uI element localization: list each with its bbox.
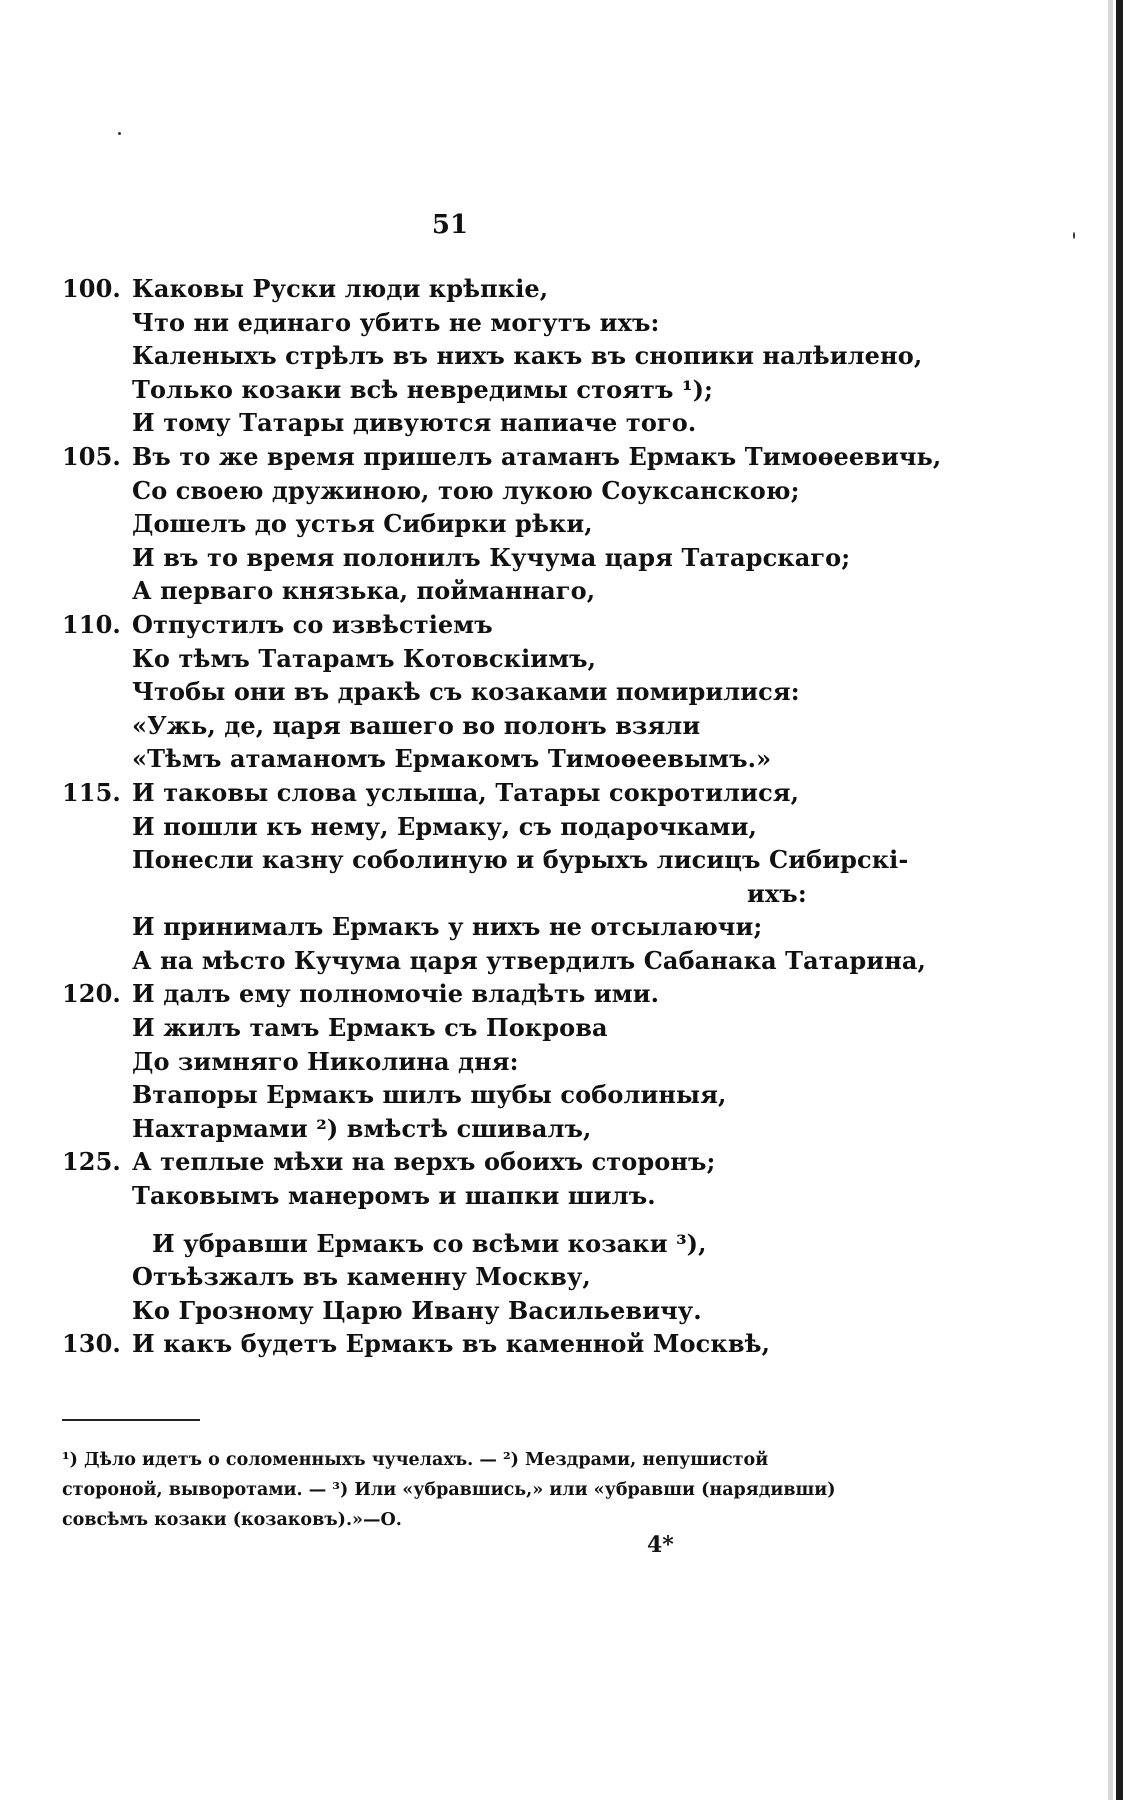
footnote-rule xyxy=(62,1419,200,1421)
verse-text: А теплые мѣхи на верхъ обоихъ сторонъ; xyxy=(132,1147,716,1177)
verse-number: 105. xyxy=(62,441,121,471)
verse-text: Каковы Руски люди крѣпкіе, xyxy=(132,274,549,303)
verse-line xyxy=(62,339,1082,373)
verse-text: «Ужь, де, царя вашего во полонъ взяли xyxy=(132,710,701,740)
verse-line xyxy=(62,1112,1082,1146)
verse-line xyxy=(62,1227,1082,1261)
verse-line xyxy=(62,1011,1082,1045)
verse-line xyxy=(62,507,1082,541)
verse-text: Понесли казну соболиную и бурыхъ лисицъ Сибирскі- xyxy=(132,845,909,875)
page-edge-line xyxy=(1116,0,1123,1800)
verse-line xyxy=(62,877,1082,911)
verse-line xyxy=(62,608,1082,642)
speck xyxy=(1073,232,1075,239)
footnote-line: стороной, выворотами. — ³) Или «убравшись,» или «убравши (нарядивши) xyxy=(62,1480,836,1500)
verse-text: И пошли къ нему, Ермаку, съ подарочками, xyxy=(132,811,757,841)
verse-text: И какъ будетъ Ермакъ въ каменной Москвѣ, xyxy=(132,1329,771,1359)
verse-text: Отъѣзжалъ въ каменну Москву, xyxy=(132,1262,591,1292)
verse-text: Что ни единаго убить не могутъ ихъ: xyxy=(132,307,660,337)
verse-line xyxy=(62,1294,1082,1328)
verse-text: Нахтармами ²) вмѣстѣ сшивалъ, xyxy=(132,1113,592,1143)
verse-text: И далъ ему полномочіе владѣть ими. xyxy=(132,979,660,1009)
verse-text: Втапоры Ермакъ шилъ шубы соболиныя, xyxy=(132,1080,727,1110)
verse-number: 120. xyxy=(62,979,121,1009)
verse-line xyxy=(62,742,1082,776)
page-edge-shadow xyxy=(1108,0,1113,1800)
verse-text: А перваго князька, пойманнаго, xyxy=(132,576,596,606)
footnote-line: ¹) Дѣло идетъ о соломенныхъ чучелахъ. — ²) Мездрами, непушистой xyxy=(62,1450,769,1470)
verse-number: 110. xyxy=(62,609,121,639)
verse-text: И въ то время полонилъ Кучума царя Татарскаго; xyxy=(132,542,851,572)
verse-text: Ко тѣмъ Татарамъ Котовскіимъ, xyxy=(132,643,597,673)
verse-text: И принималъ Ермакъ у нихъ не отсылаючи; xyxy=(132,912,763,942)
verse-line xyxy=(62,1327,1082,1361)
verse-text: Только козаки всѣ невредимы стоятъ ¹); xyxy=(132,374,713,404)
verse-line xyxy=(62,406,1082,440)
verse-text: И убравши Ермакъ со всѣми козаки ³), xyxy=(152,1228,707,1258)
verse-text: А на мѣсто Кучума царя утвердилъ Сабанака Татарина, xyxy=(132,945,926,975)
verse-line xyxy=(62,272,1082,306)
verse-line xyxy=(62,373,1082,407)
verse-line xyxy=(62,574,1082,608)
footnote-line: совсѣмъ козаки (козаковъ).»—О. xyxy=(62,1510,402,1530)
verse-text: И таковы слова услыша, Татары сокротилися, xyxy=(132,777,800,807)
verse-line xyxy=(62,1179,1082,1213)
verse-line xyxy=(62,776,1082,810)
verse-text: Со своею дружиною, тою лукою Соуксанскою; xyxy=(132,475,800,505)
verse-line xyxy=(62,843,1082,877)
verse-number: 115. xyxy=(62,777,121,807)
verse-line xyxy=(62,1260,1082,1294)
verse-line xyxy=(62,440,1082,474)
footnotes xyxy=(62,1445,962,1535)
verse-text: Отпустилъ со извѣстіемъ xyxy=(132,609,493,639)
verse-text: Дошелъ до устья Сибирки рѣки, xyxy=(132,509,593,539)
verse-number: 125. xyxy=(62,1147,121,1177)
verse-text: И жилъ тамъ Ермакъ съ Покрова xyxy=(132,1013,608,1043)
verse-line xyxy=(62,709,1082,743)
verse-text: И тому Татары дивуются напиаче того. xyxy=(132,408,697,438)
verse-line xyxy=(62,977,1082,1011)
verse-line xyxy=(62,910,1082,944)
verse-line xyxy=(62,1145,1082,1179)
verse-text: Чтобы они въ дракѣ съ козаками помирилися: xyxy=(132,677,800,707)
verse-text: Ко Грозному Царю Ивану Васильевичу. xyxy=(132,1295,702,1325)
verse-line xyxy=(62,1045,1082,1079)
verse-number: 130. xyxy=(62,1329,121,1359)
verse-text: ихъ: xyxy=(747,878,807,908)
verse-text: До зимняго Николина дня: xyxy=(132,1046,519,1076)
speck xyxy=(118,132,121,135)
verse-line xyxy=(62,642,1082,676)
verse-line xyxy=(62,541,1082,575)
verse-number: 100. xyxy=(62,274,121,303)
verse-line xyxy=(62,306,1082,340)
verse-line xyxy=(62,1078,1082,1112)
verse-line xyxy=(62,474,1082,508)
verse-line xyxy=(62,675,1082,709)
page-number: 51 xyxy=(431,210,469,240)
verse-text: «Тѣмъ атаманомъ Ермакомъ Тимоѳеевымъ.» xyxy=(132,744,772,774)
verse-line xyxy=(62,944,1082,978)
verse-block xyxy=(62,272,1082,1361)
stanza-gap xyxy=(62,1213,1082,1227)
signature-mark: 4* xyxy=(647,1532,674,1558)
verse-text: Въ то же время пришелъ атаманъ Ермакъ Тимоѳеевичь, xyxy=(132,441,942,471)
verse-text: Таковымъ манеромъ и шапки шилъ. xyxy=(132,1181,656,1211)
verse-text: Каленыхъ стрѣлъ въ нихъ какъ въ снопики налѣилено, xyxy=(132,341,923,371)
verse-line xyxy=(62,810,1082,844)
